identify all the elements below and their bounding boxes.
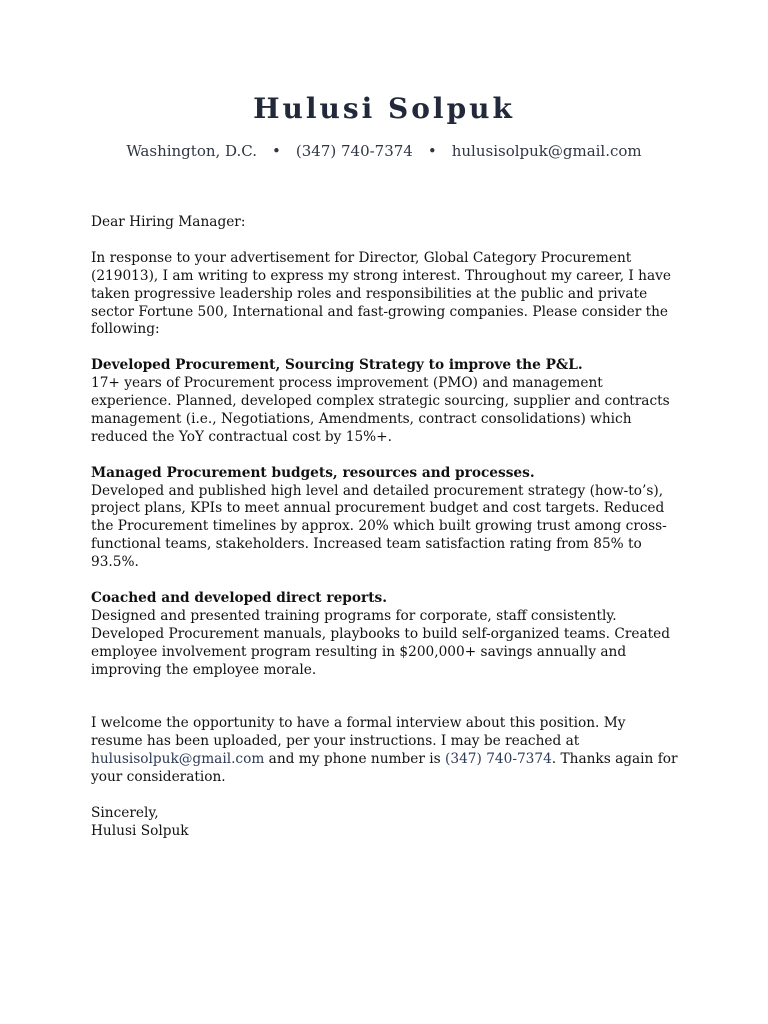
- section-body: Developed and published high level and detailed procurement strategy (how-to’s), project plans, KPIs to meet annual procurement budget and cost targets. Reduced the Procurement timelines by approx. 20% which built growing trust among cross-functional teams, stakeholders. Increased team satisfaction rating from 85% to 93.5%.: [91, 482, 667, 571]
- email-text: hulusisolpuk@gmail.com: [451, 142, 642, 160]
- phone-link[interactable]: (347) 740-7374: [445, 751, 552, 768]
- signoff: Sincerely,: [91, 804, 159, 821]
- salutation: Dear Hiring Manager:: [91, 214, 246, 230]
- section-body: 17+ years of Procurement process improvement (PMO) and management experience. Planned, developed complex strategic sourcing, supplier and contracts management (i.e., Negotiations, Amendments, contract consolidations) which reduced the YoY contractual cost by 15%+.: [91, 375, 670, 445]
- closing-text: and my phone number is: [264, 751, 446, 768]
- signature: Hulusi Solpuk: [91, 822, 189, 839]
- separator-dot: •: [272, 142, 281, 160]
- section-heading: Managed Procurement budgets, resources and processes.: [91, 464, 535, 481]
- closing-text: . Thanks again for your consideration.: [91, 751, 678, 786]
- section-heading: Coached and developed direct reports.: [91, 589, 387, 606]
- applicant-name: Hulusi Solpuk: [253, 92, 515, 125]
- closing-text: I welcome the opportunity to have a formal interview about this position. My resume has been uploaded, per your instructions. I may be reached at: [91, 715, 626, 750]
- section-body: Designed and presented training programs for corporate, staff consistently. Developed Procurement manuals, playbooks to build self-organized teams. Created employee involvement program resulting in $200,000+ savings annually and improving the employee morale.: [91, 607, 671, 678]
- location-text: Washington, D.C.: [126, 142, 258, 160]
- intro-paragraph: In response to your advertisement for Director, Global Category Procurement (219013), I am writing to express my strong interest. Throughout my career, I have taken progressive leadership roles and responsibilities at the public and private sector Fortune 500, International and fast-growing companies. Please consider the following:: [91, 249, 671, 338]
- closing-paragraph: [91, 715, 681, 787]
- contact-line: [0, 142, 768, 160]
- phone-text: (347) 740-7374: [295, 142, 413, 160]
- email-link[interactable]: hulusisolpuk@gmail.com: [91, 751, 265, 768]
- letter-body: [91, 214, 681, 841]
- section-heading: Developed Procurement, Sourcing Strategy to improve the P&L.: [91, 357, 583, 374]
- separator-dot: •: [427, 142, 437, 160]
